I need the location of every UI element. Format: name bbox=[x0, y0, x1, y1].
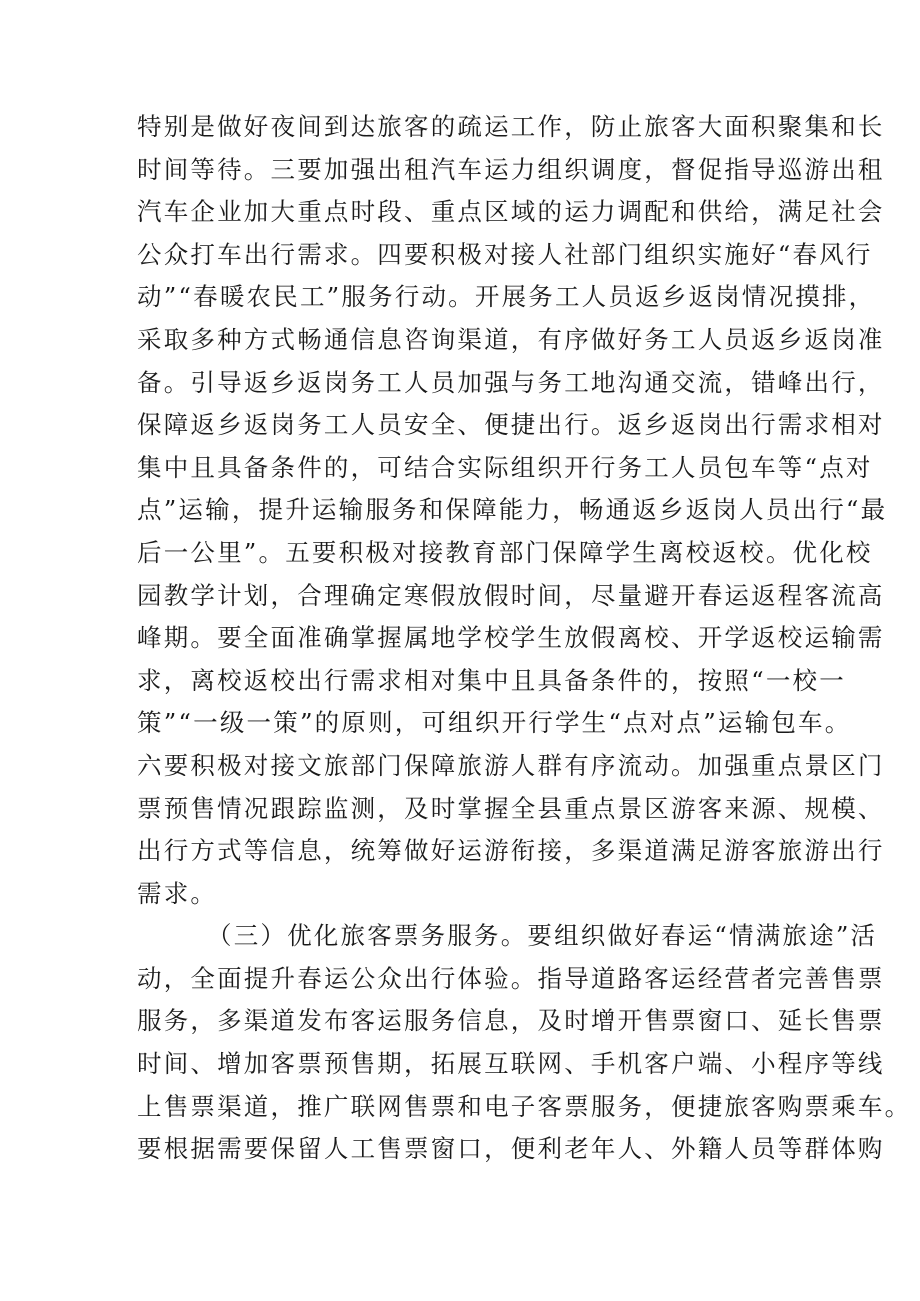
text-line: 求，离校返校出行需求相对集中且具备条件的，按照“一校一 bbox=[137, 665, 846, 695]
text-line: 六要积极对接文旅部门保障旅游人群有序流动。加强重点景区门 bbox=[137, 750, 885, 780]
text-line: 采取多种方式畅通信息咨询渠道，有序做好务工人员返乡返岗准 bbox=[137, 324, 885, 354]
text-line: 时间、增加客票预售期，拓展互联网、手机客户端、小程序等线 bbox=[137, 1049, 885, 1079]
text-line: 园教学计划，合理确定寒假放假时间，尽量避开春运返程客流高 bbox=[137, 580, 885, 610]
text-line: 动”“春暖农民工”服务行动。开展务工人员返乡返岗情况摸排， bbox=[137, 282, 876, 312]
text-line: 点”运输，提升运输服务和保障能力，畅通返乡返岗人员出行“最 bbox=[137, 495, 888, 525]
text-line: 时间等待。三要加强出租汽车运力组织调度，督促指导巡游出租 bbox=[137, 154, 885, 184]
text-line: 后一公里”。五要积极对接教育部门保障学生离校返校。优化校 bbox=[137, 537, 873, 567]
text-line: 出行方式等信息，统筹做好运游衔接，多渠道满足游客旅游出行 bbox=[137, 836, 885, 866]
text-line: 上售票渠道，推广联网售票和电子客票服务，便捷旅客购票乘车。 bbox=[137, 1091, 912, 1121]
text-line: 汽车企业加大重点时段、重点区域的运力调配和供给，满足社会 bbox=[137, 197, 885, 227]
text-line: 集中且具备条件的，可结合实际组织开行务工人员包车等“点对 bbox=[137, 452, 873, 482]
body-text bbox=[137, 106, 912, 1171]
text-line: 保障返乡返岗务工人员安全、便捷出行。返乡返岗出行需求相对 bbox=[137, 410, 885, 440]
text-line: 策”“一级一策”的原则，可组织开行学生“点对点”运输包车。 bbox=[137, 708, 852, 738]
text-line: 特别是做好夜间到达旅客的疏运工作，防止旅客大面积聚集和长 bbox=[137, 112, 885, 141]
section-heading-line: （三）优化旅客票务服务。要组织做好春运“情满旅途”活 bbox=[207, 921, 878, 951]
text-line: 动，全面提升春运公众出行体验。指导道路客运经营者完善售票 bbox=[137, 963, 885, 993]
text-line: 服务，多渠道发布客运服务信息，及时增开售票窗口、延长售票 bbox=[137, 1006, 885, 1036]
text-line: 要根据需要保留人工售票窗口，便利老年人、外籍人员等群体购 bbox=[137, 1134, 885, 1164]
text-line: 公众打车出行需求。四要积极对接人社部门组织实施好“春风行 bbox=[137, 239, 873, 269]
text-line: 需求。 bbox=[137, 878, 218, 908]
text-line: 备。引导返乡返岗务工人员加强与务工地沟通交流，错峰出行， bbox=[137, 367, 885, 397]
text-line: 票预售情况跟踪监测，及时掌握全县重点景区游客来源、规模、 bbox=[137, 793, 885, 823]
text-line: 峰期。要全面准确掌握属地学校学生放假离校、开学返校运输需 bbox=[137, 623, 885, 653]
